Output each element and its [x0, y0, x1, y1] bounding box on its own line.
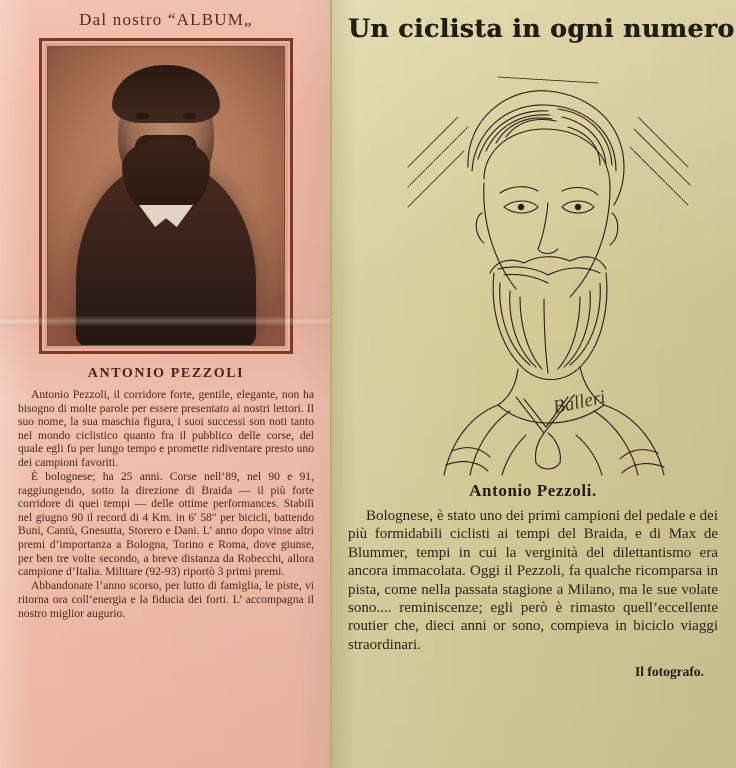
left-paragraph-2: È bolognese; ha 25 anni. Corse nell’89, nel 90 e 91, raggiungendo, sotto la direzione di Braida — il più forte corridore di quei tempi — delle ottime performances. Stabilì nel giugno 90 il record di 4 Km. in 6′ 58″ per bicicli, battendo Buni, Cantù, Gnesutta, Storero e Dani. L’ anno dopo vinse altri premi d’importanza a Bologna, Torino e Roma, dove giunse, per ben tre volte secondo, a breve distanza da Robecchi, allora campione d’Italia. Militare (92-93) riportò 3 primi premi.: [18, 470, 314, 579]
right-headline: Un ciclista in ogni numero: [348, 14, 735, 43]
portrait-hair-shape: [112, 65, 220, 123]
left-paragraph-1: Antonio Pezzoli, il corridore forte, gentile, elegante, non ha bisogno di molte parole per essere presentato ai nostri lettori. Il suo nome, la sua maschia figura, i suoi successi son noti tanto nel mondo ciclistico quanto fra il pubblico delle corse, del quale egli fu per lungo tempo e promette ridiventare presto uno dei campioni favoriti.: [18, 388, 314, 469]
pen-drawing-portrait: [348, 47, 718, 477]
right-footer-credit: Il fotografo.: [635, 664, 704, 680]
left-newspaper-clipping: [0, 0, 330, 768]
right-newspaper-clipping: [330, 0, 736, 768]
left-caption-name: ANTONIO PEZZOLI: [87, 366, 245, 381]
left-paragraph-3: Abbandonate l’anno scorso, per lutto di famiglia, le piste, vi ritorna ora coll’energia e la fiducia dei forti. L’ accompagna il nostro miglior augurio.: [18, 579, 314, 620]
portrait-image-area: [47, 46, 285, 346]
left-article-body: [18, 388, 314, 620]
album-header: Dal nostro “ALBUM„: [79, 10, 253, 29]
artist-signature: Balleri: [551, 386, 608, 419]
portrait-eye-left: [136, 113, 149, 119]
right-caption-name: Antonio Pezzoli.: [469, 481, 597, 500]
right-paragraph-1: Bolognese, è stato uno dei primi campioni del pedale e dei più formidabili ciclisti ai tempi del Braida, e di Max de Blummer, tempi in cui la verginità del dilettantismo era ancora immacolata. Oggi il Pezzoli, fa qualche ricomparsa in pista, come nella passata stagione a Milano, ma le sue volate sono.... reminiscenze; egli però è rimasto quell’eccellente routier che, dieci anni or sono, compieva in biciclo viaggi straordinari.: [348, 508, 718, 653]
portrait-eye-right: [183, 113, 196, 119]
right-article-body: [348, 507, 718, 654]
portrait-photograph: [39, 38, 293, 354]
